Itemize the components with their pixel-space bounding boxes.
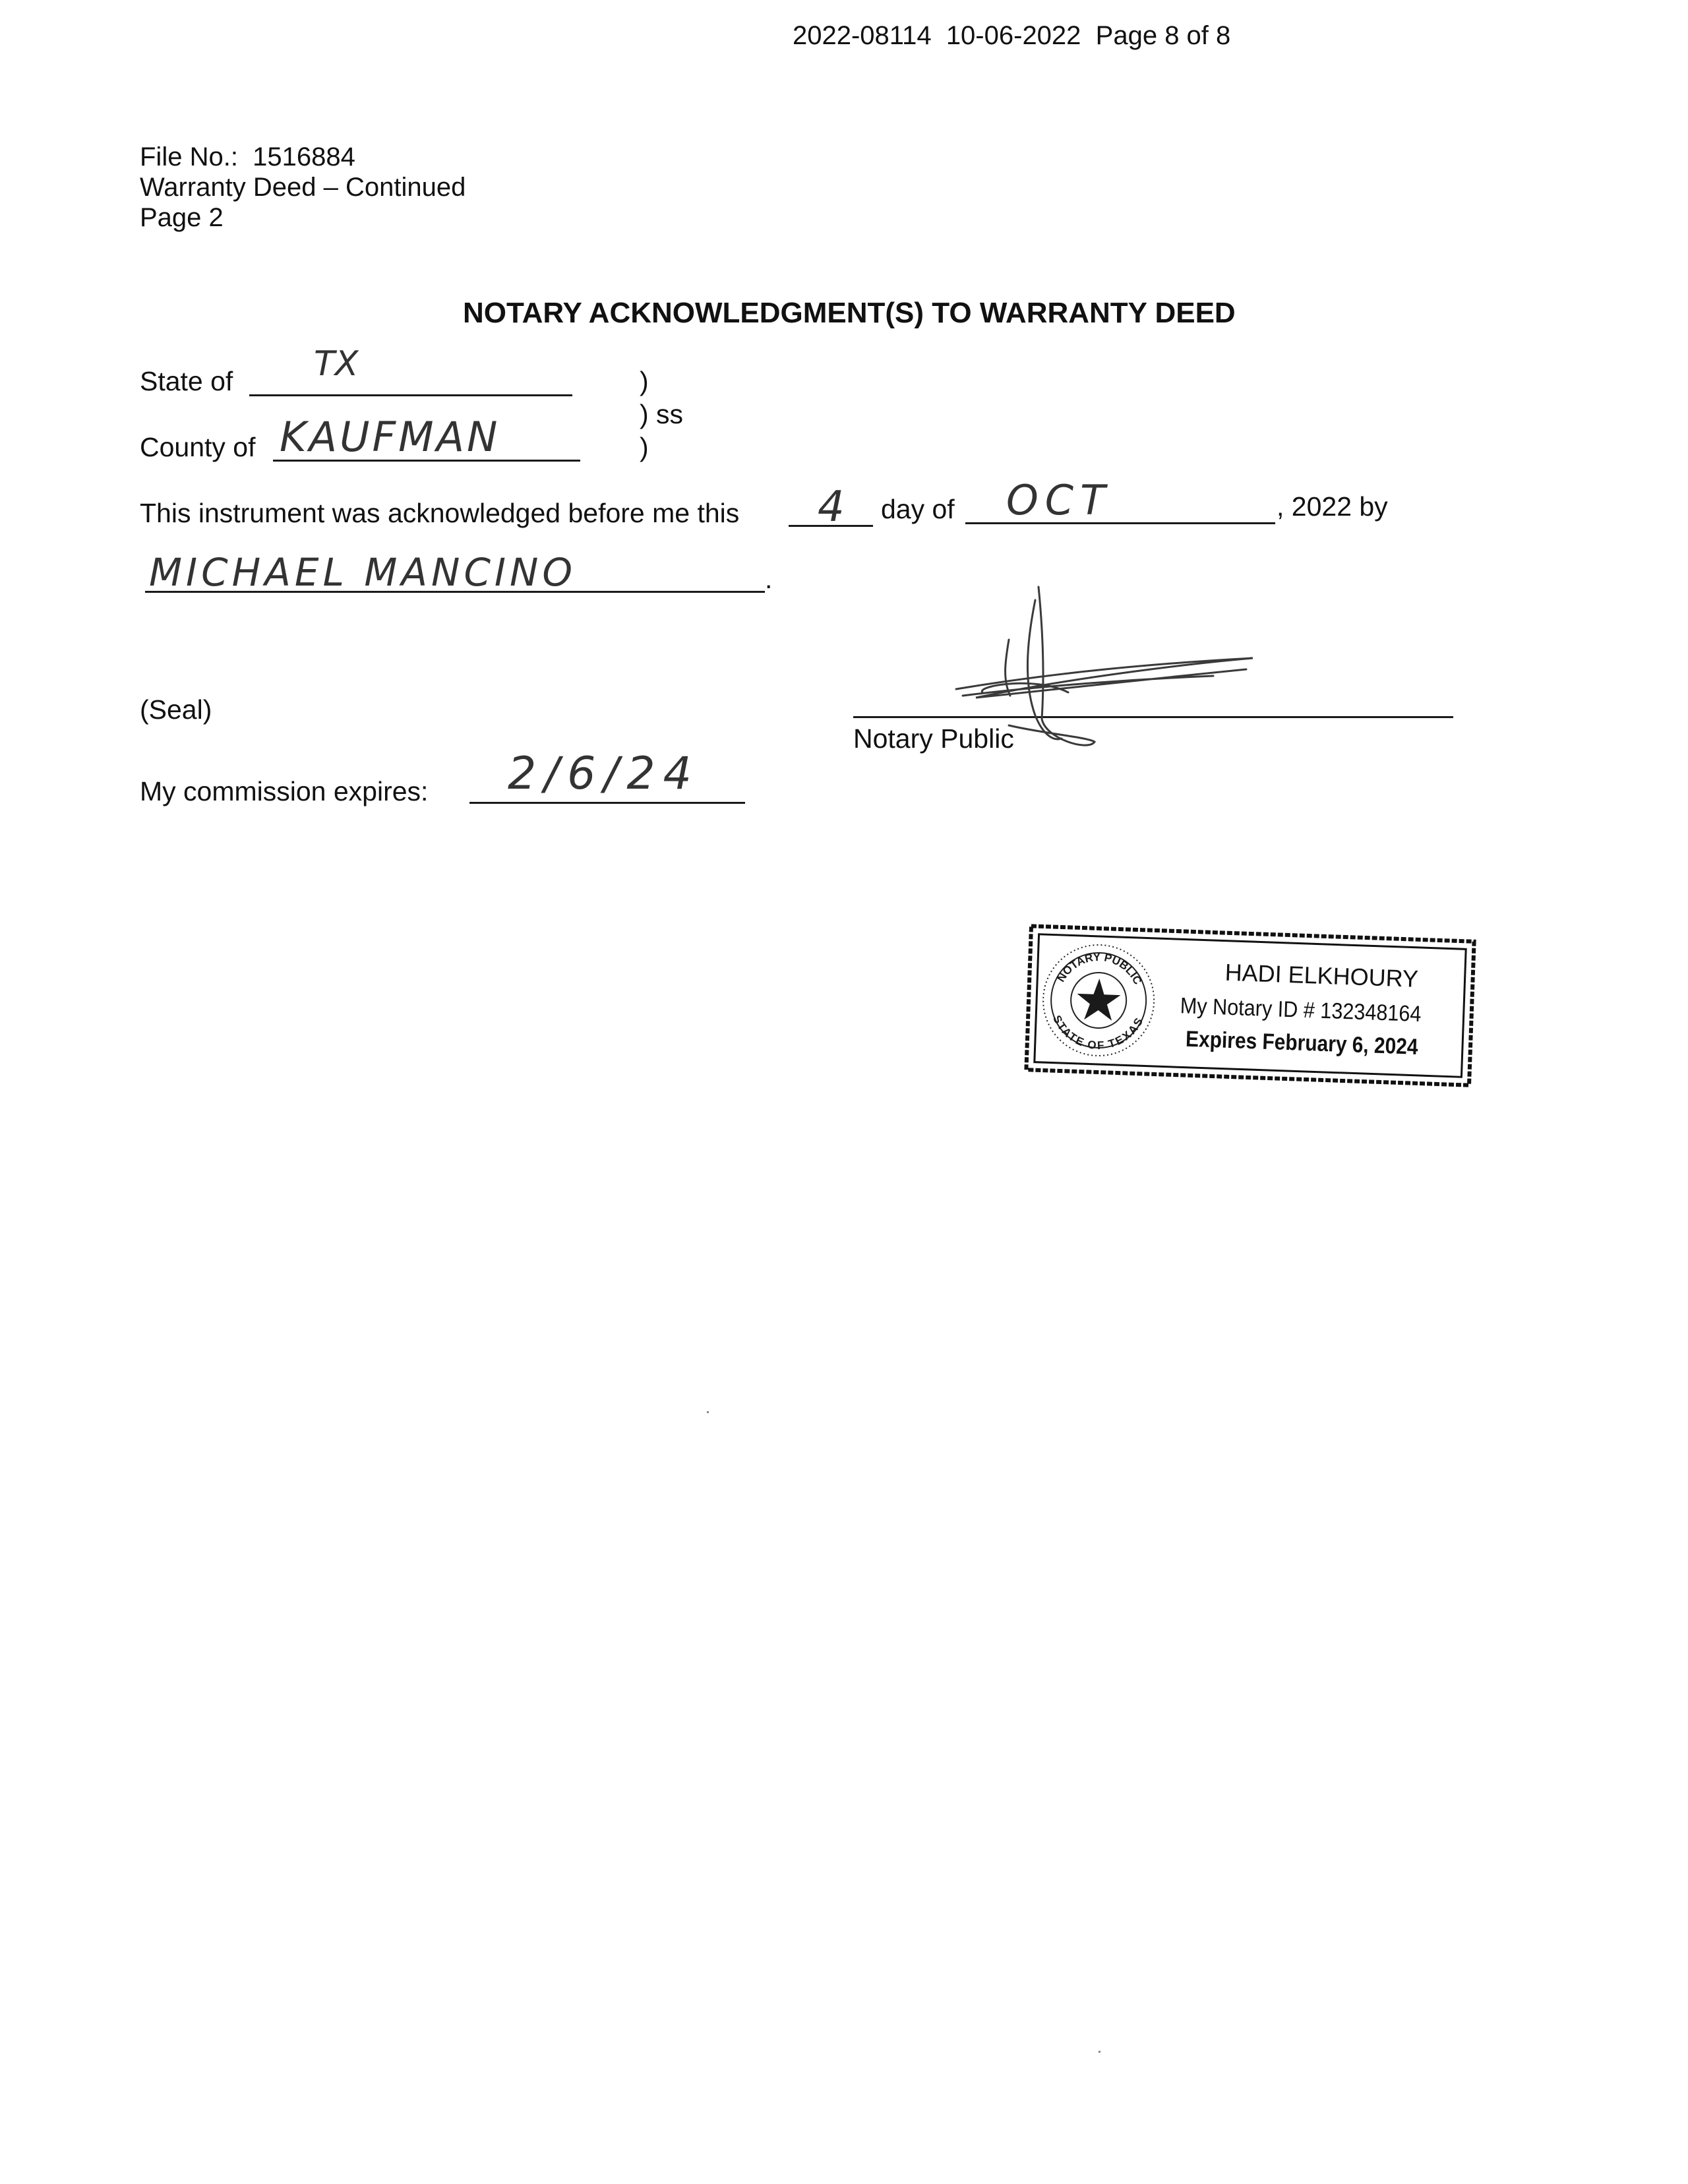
seal-label: (Seal) — [140, 694, 212, 725]
state-handwritten: TX — [314, 344, 359, 384]
ack-prefix: This instrument was acknowledged before me this — [140, 498, 740, 528]
doc-page: Page 2 — [140, 203, 224, 232]
file-no-label: File No.: — [140, 142, 238, 171]
year-suffix: , 2022 by — [1277, 491, 1388, 522]
state-label: State of — [140, 366, 233, 396]
scan-speck — [707, 1411, 709, 1413]
county-label: County of — [140, 432, 256, 462]
signer-handwritten: MICHAEL MANCINO — [149, 550, 577, 595]
recording-date: 10-06-2022 — [946, 21, 1081, 50]
stamp-ring-bottom: STATE OF TEXAS — [1050, 1013, 1146, 1052]
stamp-expires: Expires February 6, 2024 — [1185, 1026, 1419, 1060]
page-label: Page 8 of 8 — [1095, 21, 1231, 50]
paren-ss: ) ss — [640, 399, 684, 429]
stamp-notary-id: My Notary ID # 132348164 — [1180, 993, 1422, 1027]
notary-public-label: Notary Public — [853, 723, 1014, 754]
scan-speck — [1099, 2051, 1100, 2053]
stamp-notary-name: HADI ELKHOURY — [1224, 958, 1419, 992]
day-of-label: day of — [881, 494, 955, 524]
state-line — [249, 394, 572, 396]
recording-header — [793, 22, 1230, 49]
file-no-value: 1516884 — [253, 142, 355, 171]
recording-number: 2022-08114 — [793, 21, 932, 50]
county-handwritten: KAUFMAN — [280, 413, 500, 461]
month-handwritten: OCT — [1006, 476, 1112, 524]
commission-handwritten: 2/6/24 — [508, 748, 700, 800]
page-title: NOTARY ACKNOWLEDGMENT(S) TO WARRANTY DEED — [463, 297, 1236, 329]
commission-line — [469, 802, 745, 804]
doc-title: Warranty Deed – Continued — [140, 173, 466, 202]
stamp-ring-top: NOTARY PUBLIC — [1054, 950, 1145, 987]
paren-bottom: ) — [640, 432, 649, 462]
notary-stamp — [1023, 923, 1476, 1088]
paren-top: ) — [640, 366, 649, 396]
file-no — [140, 144, 355, 170]
signer-period: . — [765, 564, 773, 594]
day-handwritten: 4 — [818, 483, 845, 531]
commission-label: My commission expires: — [140, 776, 429, 806]
notary-stamp-ring-text — [1023, 923, 1174, 1077]
